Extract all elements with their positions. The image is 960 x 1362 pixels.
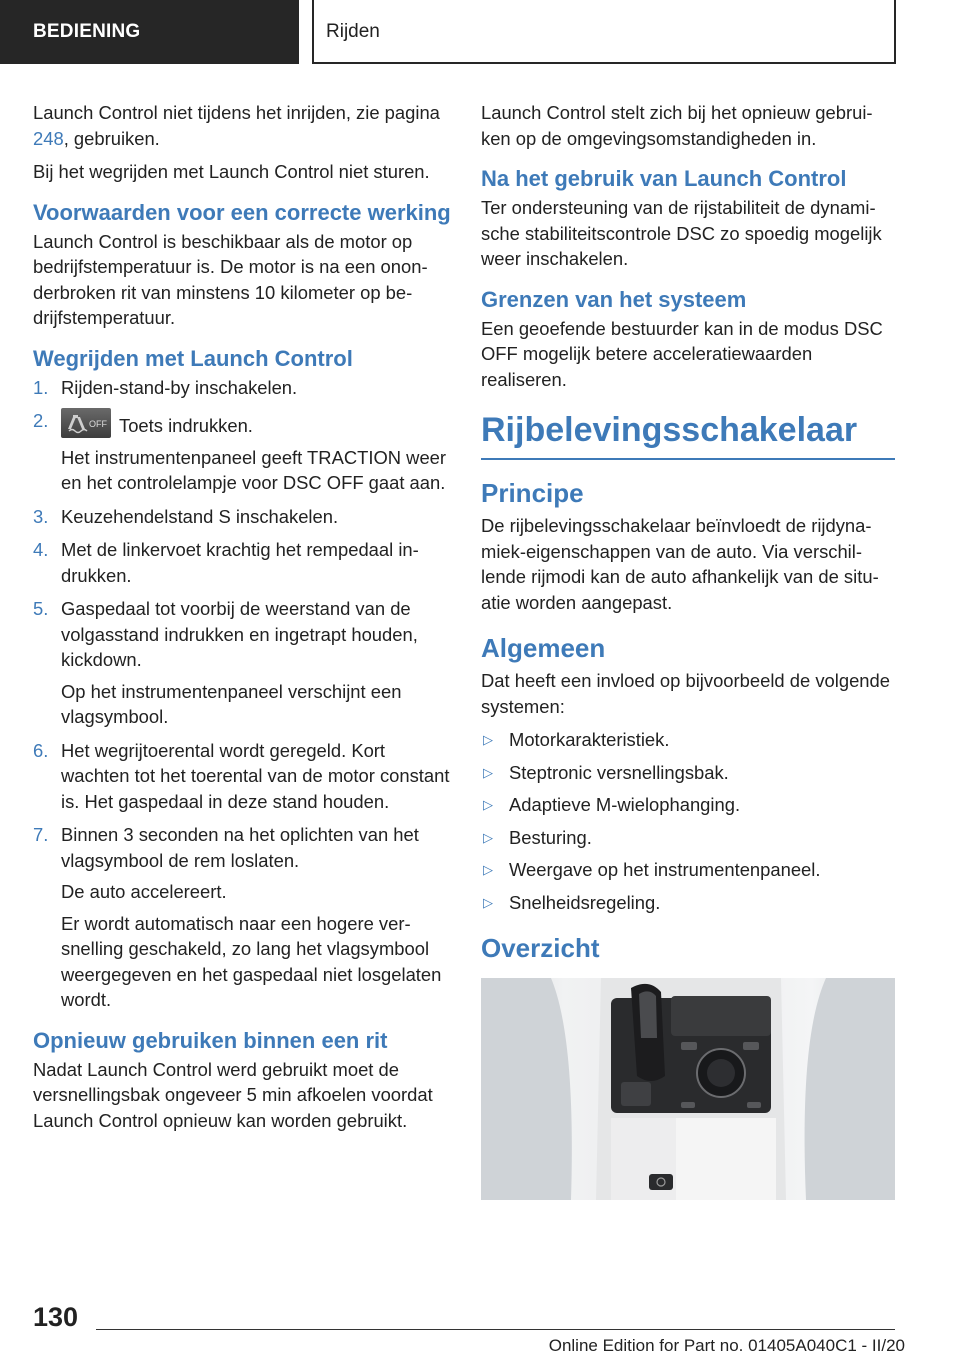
step-number: 6. [33,739,49,761]
edition-note: Online Edition for Part no. 01405A040C1 - II/20 [548,1336,905,1355]
triangle-bullet-icon: ▷ [483,829,493,845]
center-console-photo [481,978,895,1200]
right-column [481,100,895,1200]
list-item: 2. OFF Toets indrukken. Het instrumentenpaneel geeft TRACTION weer en het controlelampje voor DSC OFF gaat aan. [33,410,447,493]
heading-wegrijden: Wegrijden met Launch Control [33,345,353,371]
intro-paragraph-1: Launch Control niet tijdens het inrijden, zie pagina 248, gebruiken. [33,102,440,149]
step-number: 4. [33,539,49,560]
page-header [0,0,960,66]
page-link-248[interactable]: 248 [33,127,64,149]
paragraph-principe: De rijbelevingsschakelaar beïnvloedt de rijdynamiek-eigenschappen van de auto. Via verschillende rijmodi kan de auto afhankelijk van de situatie worden aangepast. [481,515,879,613]
footer-divider [96,1329,895,1330]
list-item: 4. Met de linkervoet krachtig het rempedaal indrukken. [33,539,419,586]
list-item: 5. Gaspedaal tot voorbij de weerstand van de volgasstand indrukken en ingetrapt houden, kickdown. Op het instrumentenpaneel verschijnt een vlagsymbool. [33,598,418,727]
paragraph-algemeen: Dat heeft een invloed op bijvoorbeeld de volgende systemen: [481,670,890,717]
heading-na-gebruik: Na het gebruik van Launch Control [481,166,847,191]
list-item: 6. Het wegrijtoerental wordt geregeld. Kort wachten tot het toerental van de motor constant is. Het gaspedaal in deze stand houden. [33,739,450,812]
heading-opnieuw: Opnieuw gebruiken binnen een rit [33,1027,388,1053]
list-item: ▷ Motorkarakteristiek. [481,727,895,753]
paragraph-top: Launch Control stelt zich bij het opnieuw gebruiken op de omgevingsomstandigheden in. [481,102,873,149]
chapter-label: Rijden [312,0,896,64]
list-item: ▷ Steptronic versnellingsbak. [481,760,895,786]
paragraph-na-gebruik: Ter ondersteuning van de rijstabiliteit de dynamische stabiliteitscontrole DSC zo spoedig mogelijk weer inschakelen. [481,197,882,269]
step-number: 3. [33,505,49,527]
triangle-bullet-icon: ▷ [483,764,493,780]
heading-principe: Principe [481,478,584,508]
triangle-bullet-icon: ▷ [483,862,493,877]
dsc-off-button-icon [61,408,111,438]
svg-text:OFF: OFF [89,419,107,429]
heading-voorwaarden: Voorwaarden voor een correcte werking [33,199,451,225]
step-number: 7. [33,824,49,845]
chapter-heading: Rijbelevingsschakelaar [481,410,895,460]
left-column [33,100,451,1141]
triangle-bullet-icon: ▷ [483,797,493,812]
heading-grenzen: Grenzen van het systeem [481,286,747,312]
list-item: ▷ Snelheidsregeling. [481,890,895,916]
intro-paragraph-2: Bij het wegrijden met Launch Control niet sturen. [33,161,430,182]
heading-algemeen: Algemeen [481,633,606,663]
center-console-illustration [481,978,895,1200]
list-item: ▷ Adaptieve M-wielophanging. [481,792,895,818]
paragraph-voorwaarden: Launch Control is beschikbaar als de motor op bedrijfstemperatuur is. De motor is na een ononderbroken rit van minstens 10 kilometer op bedrijfstemperatuur. [33,230,428,328]
step-number: 5. [33,598,49,619]
heading-overzicht: Overzicht [481,933,600,963]
list-item: ▷ Besturing. [481,825,895,851]
paragraph-grenzen: Een geoefende bestuurder kan in de modus DSC OFF mogelijk betere acceleratiewaarden realiseren. [481,317,883,390]
list-item: 1. Rijden-stand-by inschakelen. [33,375,451,401]
step-number: 2. [33,410,49,431]
step-number: 1. [33,376,49,398]
systems-list [481,727,895,915]
list-item: 7. Binnen 3 seconden na het oplichten van het vlagsymbool de rem loslaten. De auto accelereert. Er wordt automatisch naar een hogere versnelling geschakeld, zo lang het vlagsymbool weergegeven en het gaspedaal niet losgelaten wordt. [33,824,442,1010]
paragraph-opnieuw: Nadat Launch Control werd gebruikt moet de versnellingsbak ongeveer 5 min afkoelen voordat Launch Control opnieuw kan worden gebruikt. [33,1058,433,1131]
list-item: ▷ Weergave op het instrumentenpaneel. [481,857,895,883]
page-number: 130 [33,1302,79,1332]
triangle-bullet-icon: ▷ [483,732,493,747]
triangle-bullet-icon: ▷ [483,894,493,910]
steps-list [33,375,451,1013]
section-label: BEDIENING [0,0,299,64]
list-item: 3. Keuzehendelstand S inschakelen. [33,504,451,530]
